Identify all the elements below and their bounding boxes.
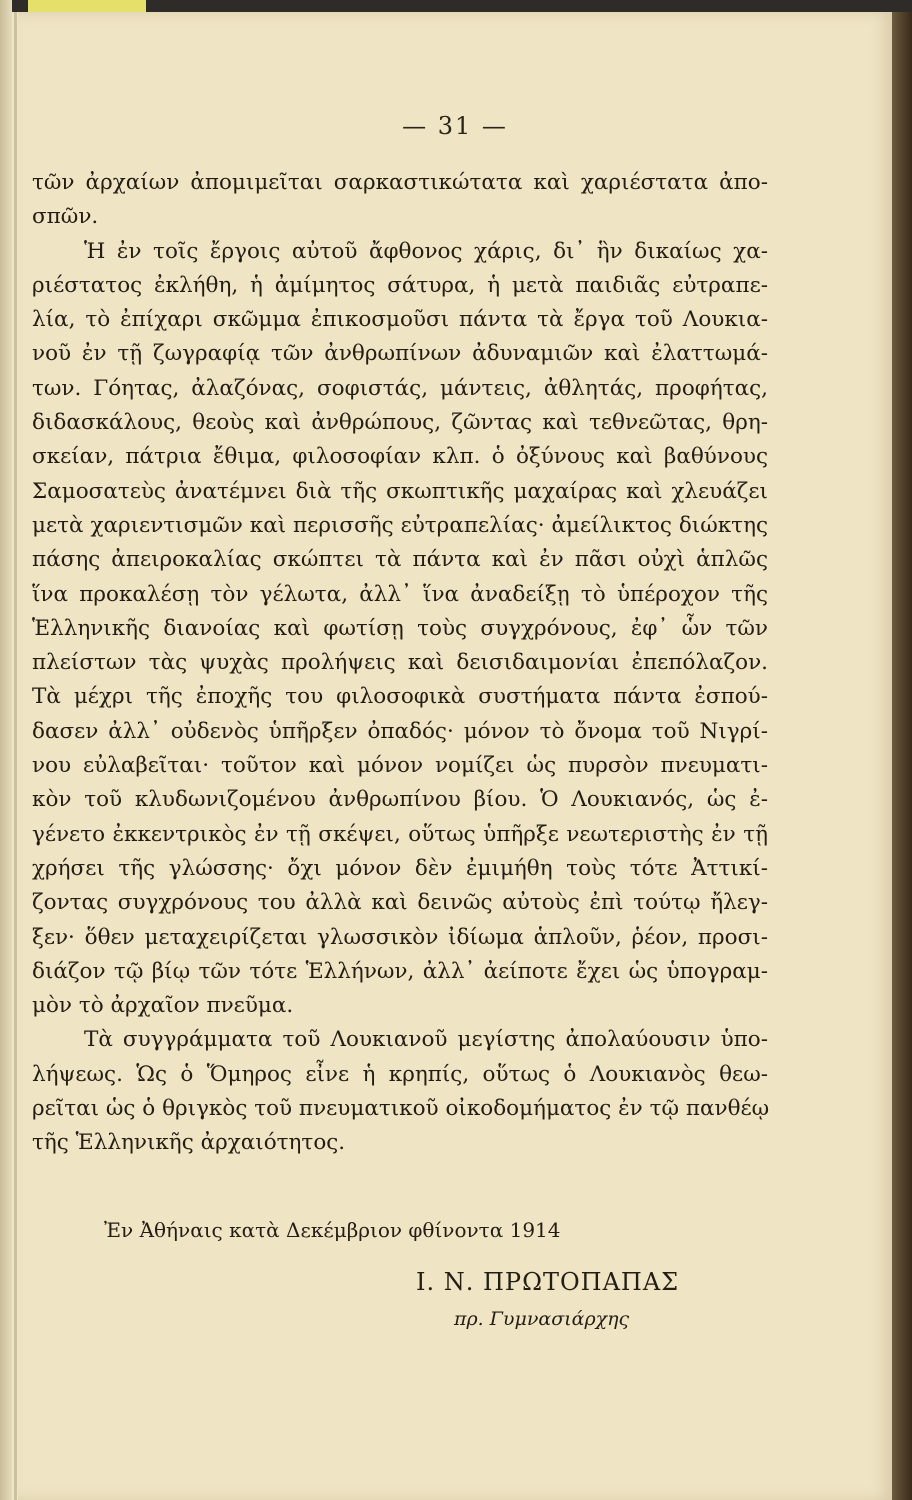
text-line: πλείστων τὰς ψυχὰς προλήψεις καὶ δεισιδαιμονίαι ἐπεπόλαζον.	[32, 650, 768, 676]
paper-tab-marker	[28, 0, 146, 12]
text-line: σκείαν, πάτρια ἔθιμα, φιλοσοφίαν κλπ. ὁ ὀξύνους καὶ βαθύνους	[32, 444, 768, 470]
author-signature: Ι. Ν. ΠΡΩΤΟΠΑΠΑΣ	[416, 1268, 680, 1296]
text-line: Σαμοσατεὺς ἀνατέμνει διὰ τῆς σκωπτικῆς μαχαίρας καὶ χλευάζει	[32, 478, 768, 504]
body-text	[32, 166, 768, 1161]
text-line: λία, τὸ ἐπίχαρι σκῶμμα ἐπικοσμοῦσι πάντα τὰ ἔργα τοῦ Λουκια-	[32, 307, 768, 333]
gutter-line	[14, 12, 17, 1500]
text-line: Ἡ ἐν τοῖς ἔργοις αὐτοῦ ἄφθονος χάρις, δι᾽ ἣν δικαίως χα-	[84, 238, 768, 264]
document-page	[18, 12, 892, 1500]
text-line: γένετο ἐκκεντρικὸς ἐν τῇ σκέψει, οὕτως ὑπῆρξε νεωτεριστὴς ἐν τῇ	[32, 821, 768, 847]
text-line: χρήσει τῆς γλώσσης· ὄχι μόνον δὲν ἐμιμήθη τοὺς τότε Ἀττικί-	[32, 855, 768, 881]
text-line: τῶν ἀρχαίων ἀπομιμεῖται σαρκαστικώτατα καὶ χαριέστατα ἀπο-	[32, 170, 768, 195]
text-line: Τὰ συγγράμματα τοῦ Λουκιανοῦ μεγίστης ἀπολαύουσιν ὑπο-	[84, 1027, 768, 1053]
place-date-line: Ἐν Ἀθήναις κατὰ Δεκέμβριον φθίνοντα 1914	[104, 1218, 561, 1242]
text-line: ἵνα προκαλέσῃ τὸν γέλωτα, ἀλλ᾽ ἵνα ἀναδείξῃ τὸ ὑπέροχον τῆς	[32, 581, 768, 607]
text-line: ξεν· ὅθεν μεταχειρίζεται γλωσσικὸν ἰδίωμα ἁπλοῦν, ῥέον, προσι-	[32, 924, 768, 950]
page-number: — 31 —	[402, 112, 508, 140]
text-line: κὸν τοῦ κλυδωνιζομένου ἀνθρωπίνου βίου. Ὁ Λουκιανός, ὡς ἐ-	[32, 787, 768, 813]
text-line: διάζον τῷ βίῳ τῶν τότε Ἑλλήνων, ἀλλ᾽ ἀείποτε ἔχει ὡς ὑπογραμ-	[32, 958, 768, 984]
text-line: λήψεως. Ὡς ὁ Ὅμηρος εἶνε ἡ κρηπίς, οὕτως ὁ Λουκιανὸς θεω-	[32, 1061, 768, 1087]
book-binding	[0, 0, 12, 1500]
text-line: μὸν τὸ ἀρχαῖον πνεῦμα.	[32, 993, 294, 1019]
book-cover-edge	[892, 12, 912, 1500]
text-line: σπῶν.	[32, 204, 99, 230]
text-line: νου εὐλαβεῖται· τοῦτον καὶ μόνον νομίζει ὡς πυρσὸν πνευματι-	[32, 753, 768, 779]
text-line: διδασκάλους, θεοὺς καὶ ἀνθρώπους, ζῶντας καὶ τεθνεῶτας, θρη-	[32, 410, 768, 436]
text-line: δασεν ἀλλ᾽ οὐδενὸς ὑπῆρξεν ὀπαδός· μόνον τὸ ὄνομα τοῦ Νιγρί-	[32, 718, 768, 744]
text-line: ρεῖται ὡς ὁ θριγκὸς τοῦ πνευματικοῦ οἰκοδομήματος ἐν τῷ πανθέῳ	[32, 1096, 770, 1122]
text-line: τῆς Ἑλληνικῆς ἀρχαιότητος.	[32, 1130, 346, 1156]
text-line: των. Γόητας, ἀλαζόνας, σοφιστάς, μάντεις, ἀθλητάς, προφήτας,	[32, 375, 768, 401]
text-line: ριέστατος ἐκλήθη, ἡ ἀμίμητος σάτυρα, ἡ μετὰ παιδιᾶς εὐτραπε-	[32, 272, 768, 298]
text-line: Ἑλληνικῆς διανοίας καὶ φωτίσῃ τοὺς συγχρόνους, ἐφ᾽ ὧν τῶν	[32, 615, 768, 641]
text-line: νοῦ ἐν τῇ ζωγραφίᾳ τῶν ἀνθρωπίνων ἀδυναμιῶν καὶ ἐλαττωμά-	[32, 341, 768, 367]
author-title: πρ. Γυμνασιάρχης	[454, 1308, 630, 1330]
text-line: Τὰ μέχρι τῆς ἐποχῆς του φιλοσοφικὰ συστήματα πάντα ἐσπού-	[32, 684, 768, 710]
text-line: ζοντας συγχρόνους του ἀλλὰ καὶ δεινῶς αὐτοὺς ἐπὶ τούτῳ ἤλεγ-	[32, 890, 768, 916]
text-line: πάσης ἀπειροκαλίας σκώπτει τὰ πάντα καὶ ἐν πᾶσι οὐχὶ ἁπλῶς	[32, 547, 768, 573]
text-line: μετὰ χαριεντισμῶν καὶ περισσῆς εὐτραπελίας· ἀμείλικτος διώκτης	[32, 512, 768, 538]
